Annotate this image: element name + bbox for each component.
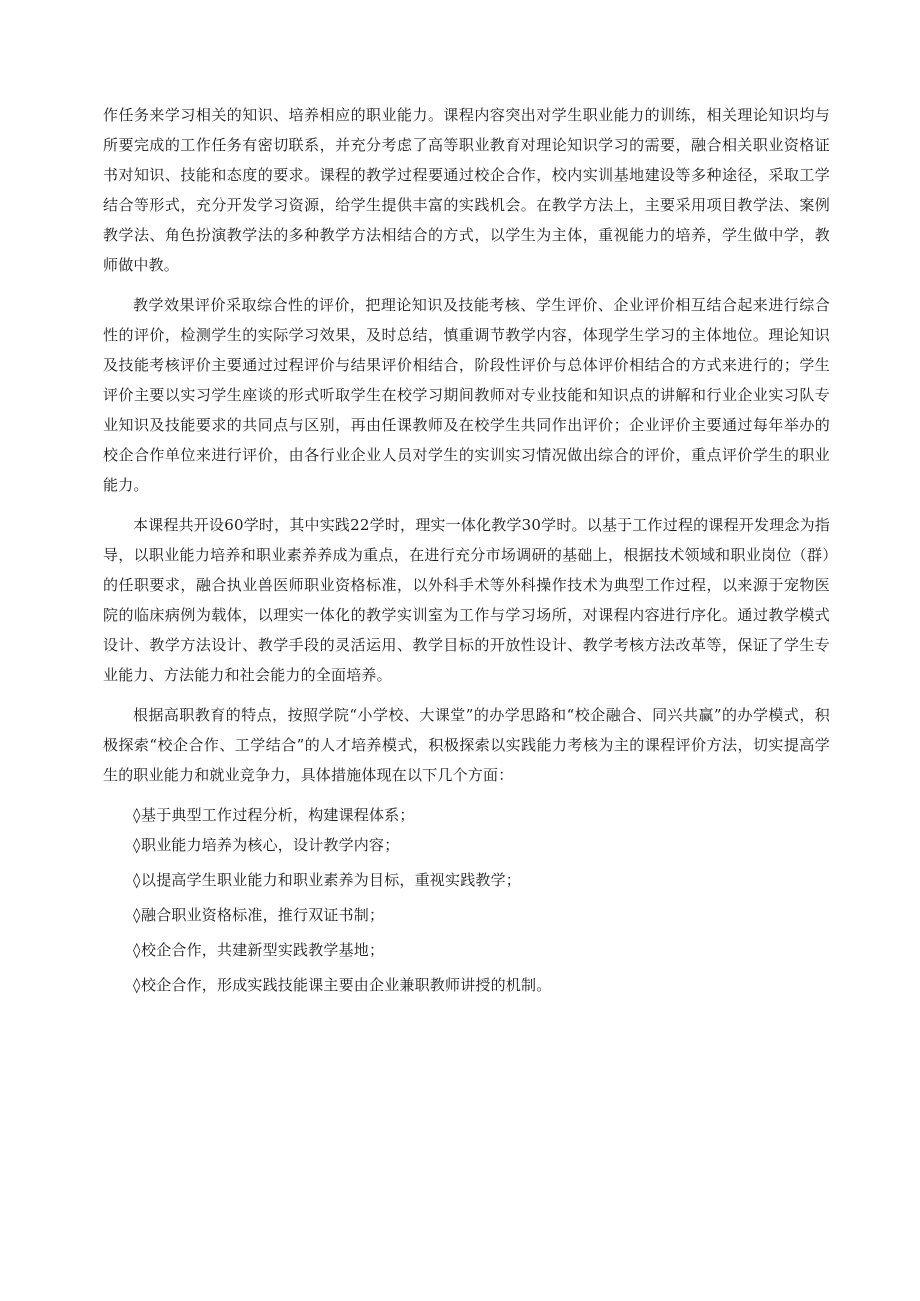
list-item [103, 935, 830, 965]
list-item [103, 830, 830, 860]
list-item-text: 基于典型工作过程分析，构建课程体系； [141, 806, 415, 824]
list-item-text: 职业能力培养为核心，设计教学内容； [141, 836, 400, 854]
list-item-text: 以提高学生职业能力和职业素养为目标，重视实践教学； [141, 871, 522, 889]
diamond-bullet-icon: ◊ [133, 836, 141, 854]
diamond-bullet-icon: ◊ [133, 941, 141, 959]
list-item-text: 融合职业资格标准，推行双证书制； [141, 906, 385, 924]
list-item [103, 900, 830, 930]
paragraph-evaluation: 教学效果评价采取综合性的评价，把理论知识及技能考核、学生评价、企业评价相互结合起来进行综合性的评价，检测学生的实际学习效果，及时总结，慎重调节教学内容，体现学生学习的主体地位。理论知识及技能考核评价主要通过过程评价与结果评价相结合，阶段性评价与总体评价相结合的方式来进行的；学生评价主要以实习学生座谈的形式听取学生在校学习期间教师对专业技能和知识点的讲解和行业企业实习队专业知识及技能要求的共同点与区别，再由任课教师及在校学生共同作出评价；企业评价主要通过每年举办的校企合作单位来进行评价，由各行业企业人员对学生的实训实习情况做出综合的评价，重点评价学生的职业能力。 [103, 296, 830, 494]
diamond-bullet-icon: ◊ [133, 871, 141, 889]
paragraph-measures-intro: 根据高职教育的特点，按照学院“小学校、大课堂”的办学思路和“校企融合、同兴共赢”的办学模式，积极探索“校企合作、工学结合”的人才培养模式，积极探索以实践能力考核为主的课程评价方法，切实提高学生的职业能力和就业竞争力，具体措施体现在以下几个方面： [103, 706, 830, 784]
list-item-text: 校企合作，共建新型实践教学基地； [141, 941, 385, 959]
diamond-bullet-icon: ◊ [133, 806, 141, 824]
paragraph-teaching-method: 作任务来学习相关的知识、培养相应的职业能力。课程内容突出对学生职业能力的训练，相关理论知识均与所要完成的工作任务有密切联系，并充分考虑了高等职业教育对理论知识学习的需要，融合相关职业资格证书对知识、技能和态度的要求。课程的教学过程要通过校企合作，校内实训基地建设等多种途径，采取工学结合等形式，充分开发学习资源，给学生提供丰富的实践机会。在教学方法上，主要采用项目教学法、案例教学法、角色扮演教学法的多种教学方法相结合的方式，以学生为主体，重视能力的培养，学生做中学，教师做中教。 [103, 106, 830, 274]
measures-list [103, 800, 830, 1000]
list-item [103, 970, 830, 1000]
diamond-bullet-icon: ◊ [133, 906, 141, 924]
paragraph-course-hours: 本课程共开设60学时，其中实践22学时，理实一体化教学30学时。以基于工作过程的课程开发理念为指导，以职业能力培养和职业素养养成为重点，在进行充分市场调研的基础上，根据技术领域和职业岗位（群）的任职要求，融合执业兽医师职业资格标准，以外科手术等外科操作技术为典型工作过程，以来源于宠物医院的临床病例为载体，以理实一体化的教学实训室为工作与学习场所，对课程内容进行序化。通过教学模式设计、教学方法设计、教学手段的灵活运用、教学目标的开放性设计、教学考核方法改革等，保证了学生专业能力、方法能力和社会能力的全面培养。 [103, 516, 830, 684]
list-item-text: 校企合作，形成实践技能课主要由企业兼职教师讲授的机制。 [141, 976, 552, 994]
document-page [103, 100, 830, 1000]
list-item [103, 800, 830, 830]
diamond-bullet-icon: ◊ [133, 976, 141, 994]
list-item [103, 865, 830, 895]
